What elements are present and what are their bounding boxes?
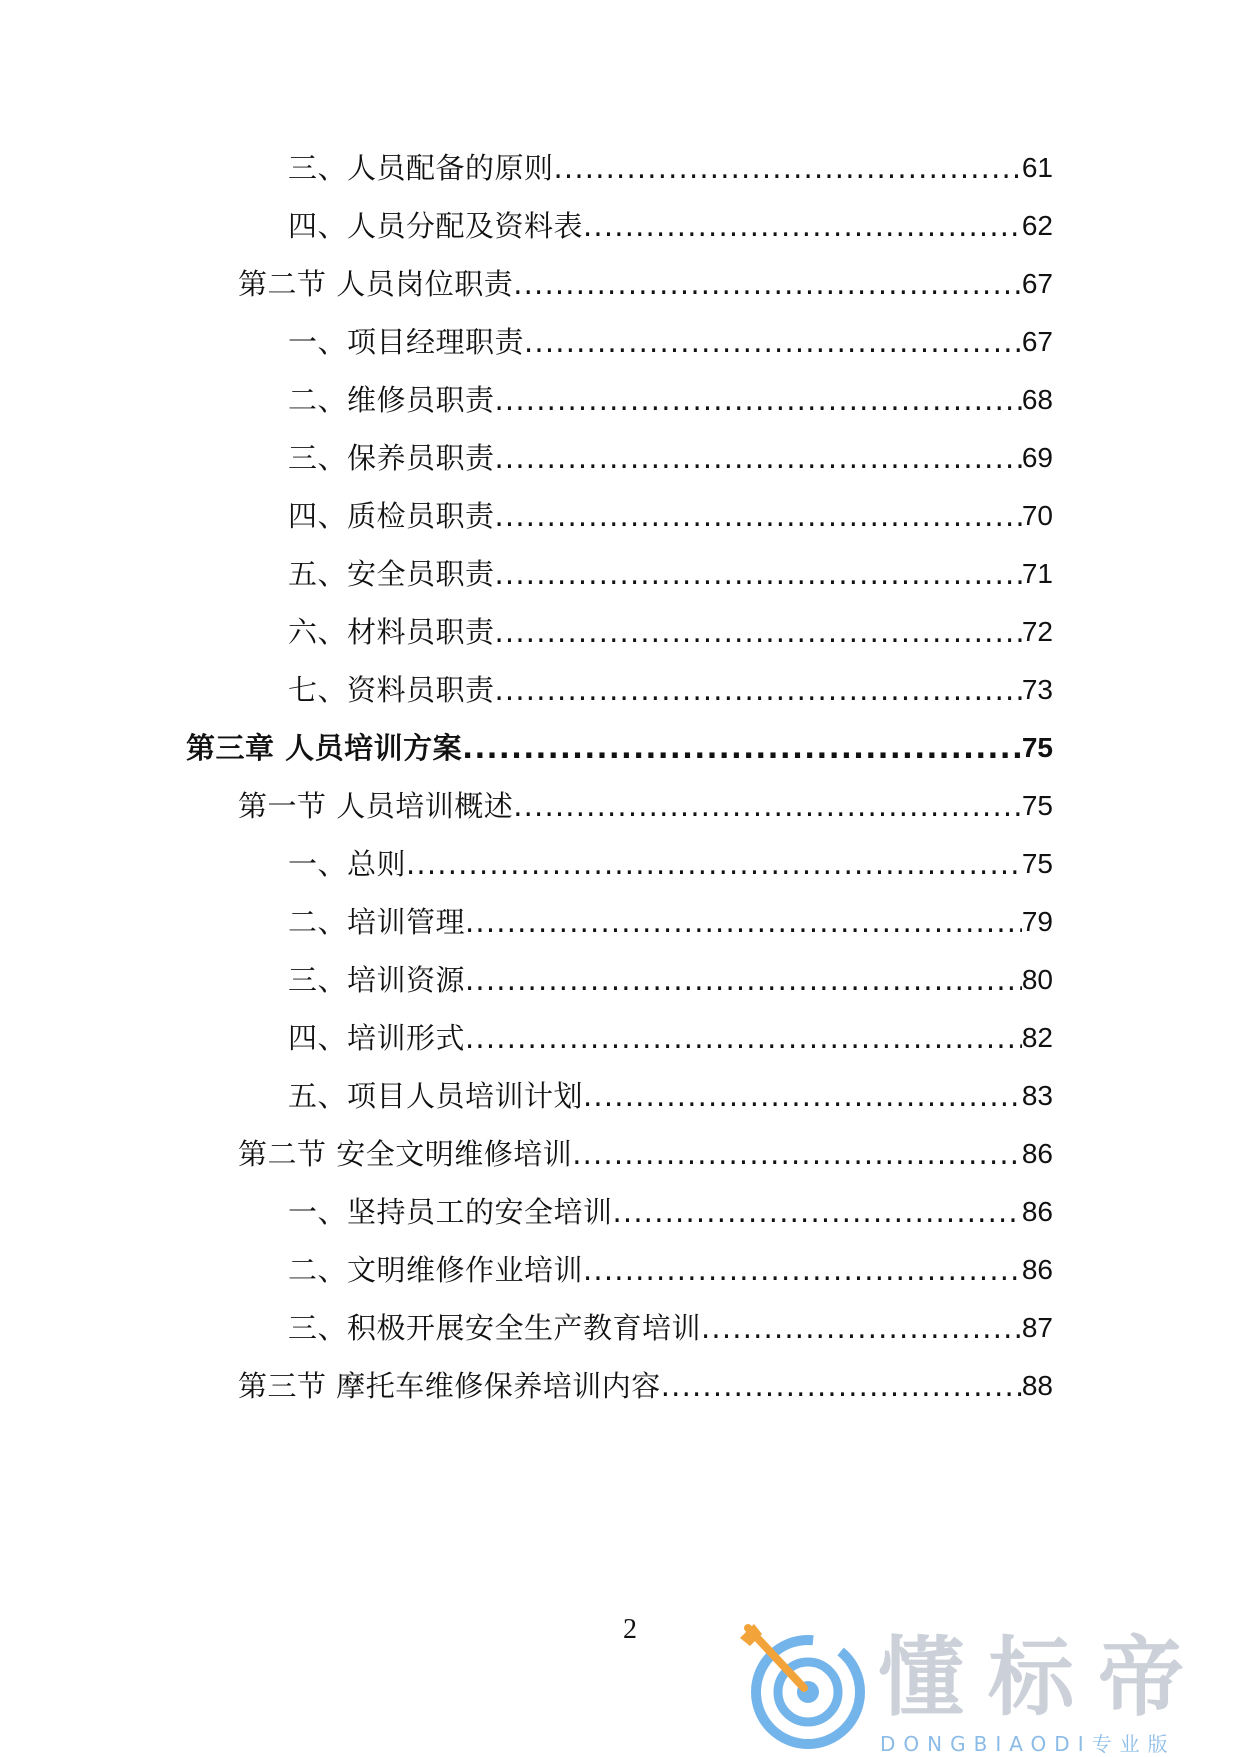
toc-entry-title: 三、培训资源	[288, 963, 466, 997]
toc-entry-page: 62	[1021, 210, 1053, 241]
toc-dot-leader	[495, 378, 1022, 422]
toc-dot-leader	[572, 1132, 1022, 1176]
toc-entry-page: 70	[1021, 500, 1053, 531]
toc-entry-title: 二、维修员职责	[288, 383, 495, 417]
toc-entry[interactable]	[288, 1074, 1053, 1118]
toc-dot-leader	[513, 784, 1022, 828]
toc-entry-title: 七、资料员职责	[288, 673, 495, 707]
toc-entry-page: 88	[1021, 1370, 1053, 1401]
target-logo-icon	[740, 1622, 870, 1754]
toc-entry[interactable]	[238, 784, 1053, 828]
toc-entry-page: 86	[1021, 1254, 1053, 1285]
toc-entry[interactable]	[238, 262, 1053, 306]
toc-entry-page: 83	[1021, 1080, 1053, 1111]
toc-entry-title: 三、积极开展安全生产教育培训	[288, 1311, 702, 1345]
toc-entry-title: 第三节 摩托车维修保养培训内容	[238, 1369, 661, 1403]
toc-dot-leader	[583, 1248, 1022, 1292]
toc-dot-leader	[701, 1306, 1022, 1350]
toc-dot-leader	[495, 552, 1022, 596]
toc-entry-page: 71	[1021, 558, 1053, 589]
brand-watermark	[740, 1622, 1240, 1754]
toc-dot-leader	[524, 320, 1022, 364]
toc-entry[interactable]	[288, 552, 1053, 596]
toc-entry-page: 87	[1021, 1312, 1053, 1343]
toc-entry-title: 二、文明维修作业培训	[288, 1253, 584, 1287]
toc-entry-title: 一、总则	[288, 847, 407, 881]
toc-dot-leader	[406, 842, 1022, 886]
toc-entry-page: 82	[1021, 1022, 1053, 1053]
toc-entry-page: 86	[1021, 1196, 1053, 1227]
toc-entry[interactable]	[288, 146, 1053, 190]
toc-entry-page: 75	[1021, 848, 1053, 879]
toc-dot-leader	[613, 1190, 1022, 1234]
toc-entry-title: 六、材料员职责	[288, 615, 495, 649]
toc-entry-page: 67	[1021, 326, 1053, 357]
toc-entry-title: 四、人员分配及资料表	[288, 209, 584, 243]
toc-dot-leader	[661, 1364, 1022, 1408]
toc-entry-title: 第一节 人员培训概述	[238, 789, 514, 823]
toc-dot-leader	[513, 262, 1022, 306]
toc-entry-title: 五、项目人员培训计划	[288, 1079, 584, 1113]
toc-entry-title: 第三章 人员培训方案	[186, 731, 463, 765]
toc-dot-leader	[495, 494, 1022, 538]
toc-entry-page: 61	[1021, 152, 1053, 183]
toc-entry-page: 67	[1021, 268, 1053, 299]
toc-entry-page: 68	[1021, 384, 1053, 415]
toc-dot-leader	[495, 668, 1022, 712]
toc-entry[interactable]	[238, 1132, 1053, 1176]
toc-entry-page: 75	[1021, 732, 1053, 763]
toc-entry[interactable]	[288, 1016, 1053, 1060]
toc-entry[interactable]	[288, 436, 1053, 480]
toc-entry[interactable]	[288, 1306, 1053, 1350]
toc-entry[interactable]	[288, 958, 1053, 1002]
toc-entry[interactable]	[288, 842, 1053, 886]
toc-entry[interactable]	[288, 610, 1053, 654]
toc-entry-title: 四、质检员职责	[288, 499, 495, 533]
toc-entry-title: 第二节 安全文明维修培训	[238, 1137, 573, 1171]
toc-entry-title: 三、保养员职责	[288, 441, 495, 475]
toc-entry[interactable]	[288, 668, 1053, 712]
toc-entry-title: 五、安全员职责	[288, 557, 495, 591]
toc-entry-page: 73	[1021, 674, 1053, 705]
toc-entry-page: 75	[1021, 790, 1053, 821]
toc-entry-page: 86	[1021, 1138, 1053, 1169]
toc-entry-title: 第二节 人员岗位职责	[238, 267, 514, 301]
toc-entry-page: 69	[1021, 442, 1053, 473]
toc-entry[interactable]	[288, 204, 1053, 248]
toc-entry-title: 二、培训管理	[288, 905, 466, 939]
toc-entry-page: 72	[1021, 616, 1053, 647]
watermark-subtitle: DONGBIAODI专业版	[880, 1732, 1176, 1756]
toc-dot-leader	[465, 1016, 1022, 1060]
toc-entry[interactable]	[288, 900, 1053, 944]
toc-entry-title: 一、项目经理职责	[288, 325, 525, 359]
toc-dot-leader	[554, 146, 1022, 190]
toc-entry[interactable]	[288, 320, 1053, 364]
toc-entry[interactable]	[288, 378, 1053, 422]
toc-dot-leader	[583, 1074, 1022, 1118]
page-number: 2	[623, 1614, 637, 1645]
toc-dot-leader	[495, 610, 1022, 654]
toc-entry-title: 一、坚持员工的安全培训	[288, 1195, 613, 1229]
toc-entry[interactable]	[288, 1248, 1053, 1292]
toc-entry-page: 80	[1021, 964, 1053, 995]
toc-entry-page: 79	[1021, 906, 1053, 937]
toc-dot-leader	[465, 958, 1022, 1002]
toc-entry-title: 三、人员配备的原则	[288, 151, 554, 185]
watermark-brand-name: 懂标帝	[878, 1628, 1208, 1728]
toc-dot-leader	[462, 726, 1022, 770]
toc-chapter-entry[interactable]	[186, 726, 1053, 770]
toc-dot-leader	[583, 204, 1022, 248]
toc-dot-leader	[495, 436, 1022, 480]
toc-entry-title: 四、培训形式	[288, 1021, 466, 1055]
toc-entry[interactable]	[238, 1364, 1053, 1408]
toc-entry[interactable]	[288, 494, 1053, 538]
toc-dot-leader	[465, 900, 1022, 944]
toc-entry[interactable]	[288, 1190, 1053, 1234]
